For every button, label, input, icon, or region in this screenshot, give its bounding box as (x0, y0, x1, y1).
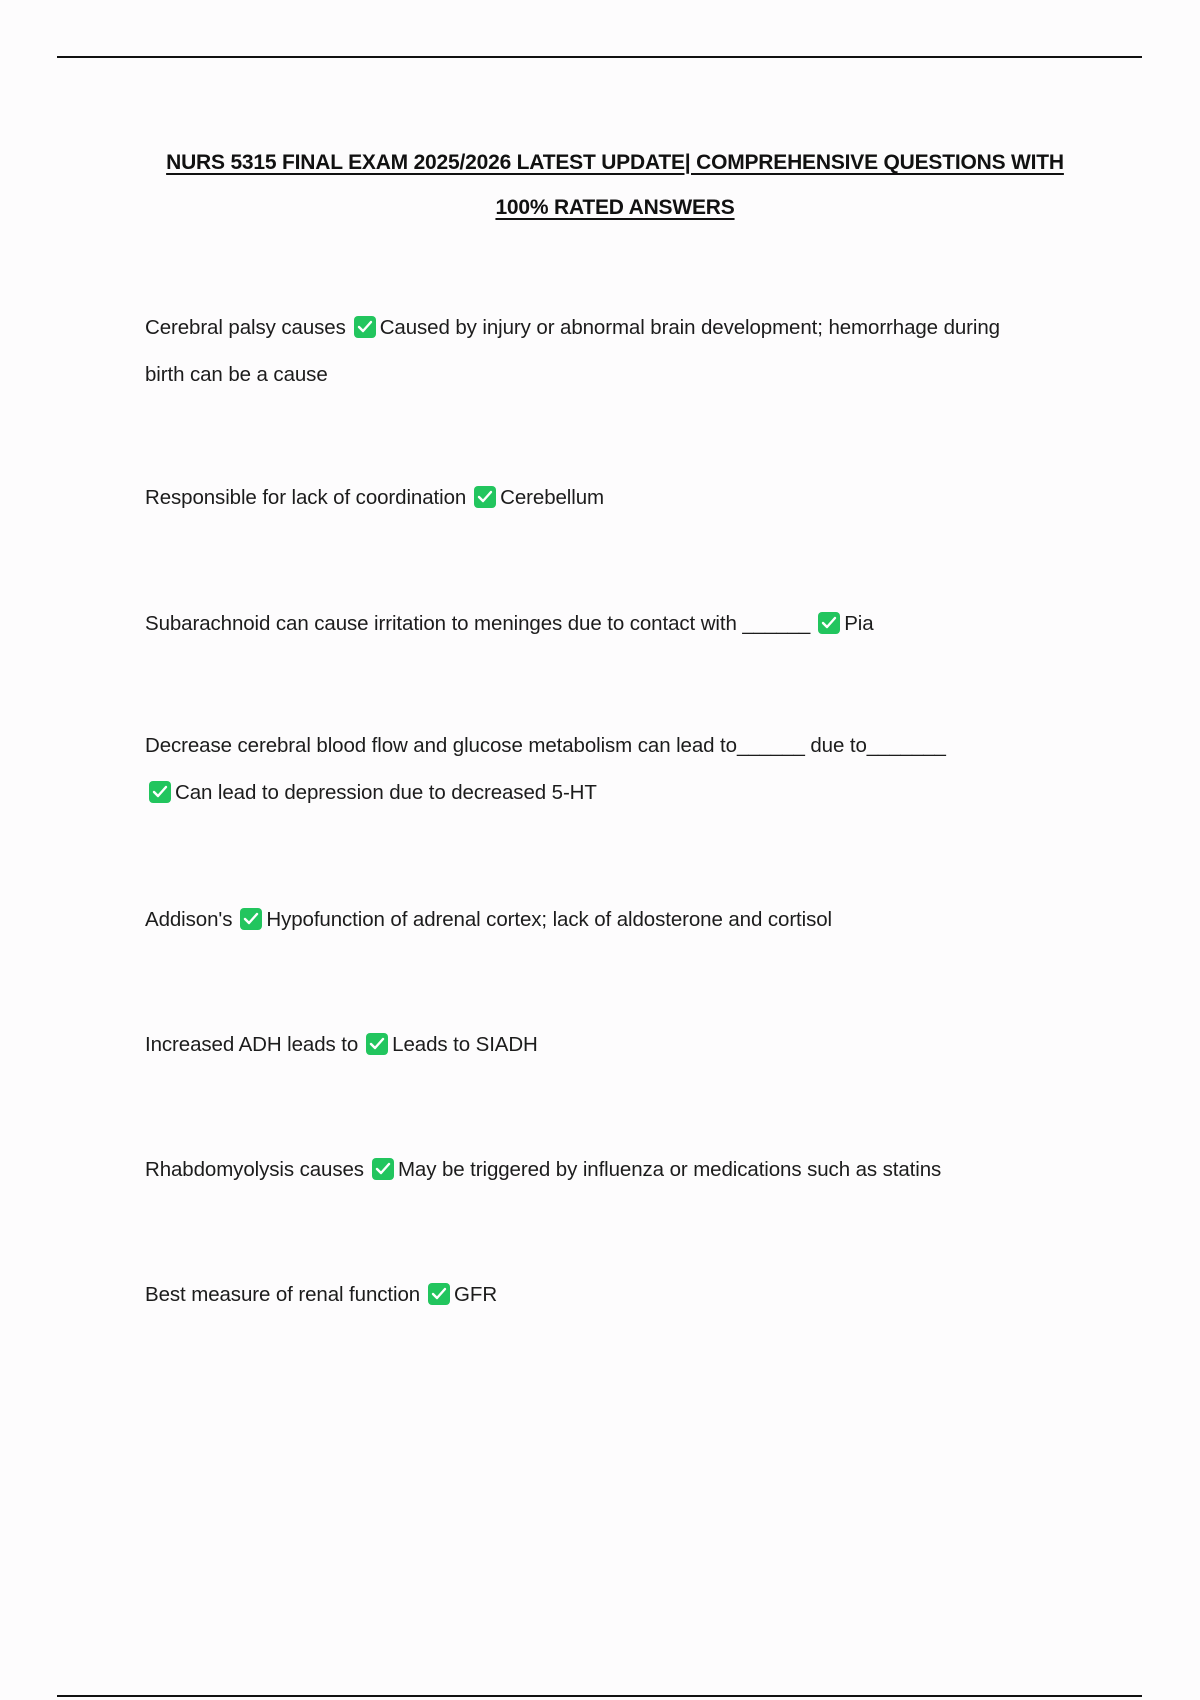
check-box-icon (149, 781, 171, 803)
check-box-icon (366, 1033, 388, 1055)
qa-item (145, 1146, 1090, 1193)
answer-text: Leads to SIADH (392, 1033, 538, 1056)
answer-text: Pia (844, 612, 874, 635)
title-line-1: NURS 5315 FINAL EXAM 2025/2026 LATEST UPDATE| COMPREHENSIVE QUESTIONS WITH (166, 151, 1064, 174)
answer-text-continued: birth can be a cause (145, 363, 328, 386)
question-text: Best measure of renal function (145, 1283, 421, 1306)
answer-text: Hypofunction of adrenal cortex; lack of aldosterone and cortisol (266, 908, 833, 931)
answer-text: May be triggered by influenza or medications such as statins (397, 1158, 942, 1181)
answer-text: Caused by injury or abnormal brain development; hemorrhage during (379, 316, 1000, 339)
check-box-icon (428, 1283, 450, 1305)
check-box-icon (474, 486, 496, 508)
check-box-icon (372, 1158, 394, 1180)
document-title (130, 140, 1100, 230)
qa-item (145, 1271, 1090, 1318)
check-box-icon (354, 316, 376, 338)
question-text: Responsible for lack of coordination (145, 486, 467, 509)
check-box-icon (240, 908, 262, 930)
qa-item (145, 896, 1090, 943)
bottom-rule (57, 1695, 1142, 1697)
qa-item (145, 474, 1090, 521)
question-text: Rhabdomyolysis causes (145, 1158, 364, 1181)
top-rule (57, 56, 1142, 58)
qa-item (145, 304, 1090, 398)
answer-text: GFR (454, 1283, 498, 1306)
question-text: Addison's (145, 908, 233, 931)
question-text: Decrease cerebral blood flow and glucose metabolism can lead to______ due to_______ (145, 734, 946, 757)
question-text: Increased ADH leads to (145, 1033, 359, 1056)
qa-item (145, 600, 1090, 647)
title-line-2: 100% RATED ANSWERS (495, 196, 735, 219)
answer-text: Can lead to depression due to decreased 5-HT (175, 781, 597, 804)
qa-item (145, 722, 1090, 816)
check-box-icon (818, 612, 840, 634)
answer-text: Cerebellum (500, 486, 604, 509)
qa-item (145, 1021, 1090, 1068)
question-text: Subarachnoid can cause irritation to meninges due to contact with ______ (145, 612, 811, 635)
question-text: Cerebral palsy causes (145, 316, 346, 339)
